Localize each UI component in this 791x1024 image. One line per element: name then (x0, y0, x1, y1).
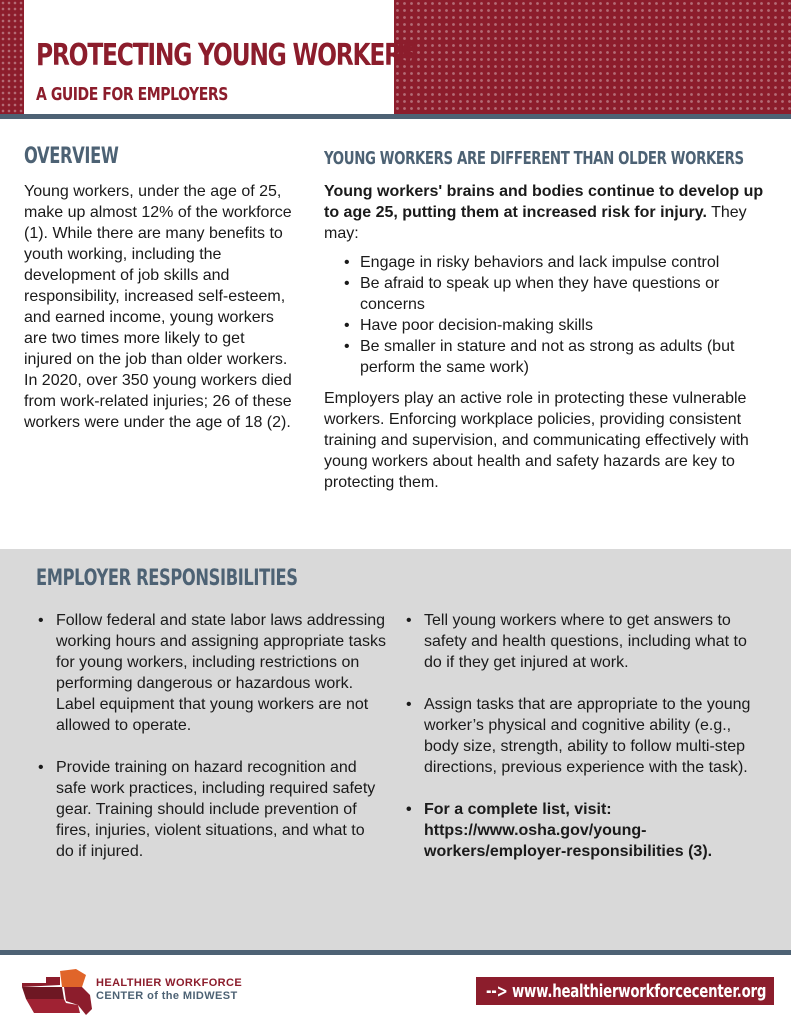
website-link[interactable] (476, 977, 774, 1005)
list-item: • Follow federal and state labor laws addressing working hours and assigning appropriate tasks for young workers, including restrictions on performing dangerous or hazardous work. Label equipment that young workers are not allowed to operate. (36, 610, 386, 736)
young-workers-list (338, 252, 772, 378)
page-title: PROTECTING YOUNG WORKERS (36, 38, 417, 73)
header-pattern-right (394, 0, 791, 114)
employer-list-left (36, 610, 386, 883)
page-subtitle: A GUIDE FOR EMPLOYERS (36, 84, 228, 105)
overview-text: Young workers, under the age of 25, make up almost 12% of the workforce (1). While there are many benefits to youth working, including the development of job skills and responsibility, increased self-esteem, and earned income, young workers are two times more likely to get injured on the job than older workers. In 2020, over 350 young workers died from work-related injuries; 26 of these workers were under the age of 18 (2). (24, 183, 292, 431)
logo-line-1: HEALTHIER WORKFORCE (96, 977, 243, 989)
midwest-map-logo-icon (20, 965, 100, 1017)
young-workers-lead (324, 181, 772, 244)
young-workers-lead-bold: Young workers' brains and bodies continue to develop up to age 25, putting them at increased risk for injury. (324, 183, 764, 221)
website-url[interactable]: --> www.healthierworkforcecenter.org (486, 981, 767, 1002)
logo-line-2: CENTER of the MIDWEST (96, 990, 238, 1002)
young-workers-lead-rest: They may: (324, 204, 747, 242)
osha-link-item[interactable]: • For a complete list, visit: https://www.osha.gov/young-workers/employer-responsibilities (3). (404, 799, 756, 862)
overview-heading: OVERVIEW (24, 144, 119, 169)
header-divider (0, 114, 791, 119)
list-item: • Have poor decision-making skills (338, 315, 772, 336)
header-pattern-left (0, 0, 24, 114)
list-item: • Be smaller in stature and not as strong as adults (but perform the same work) (338, 336, 772, 378)
footer-divider (0, 950, 791, 955)
organization-logo-text (96, 977, 242, 1003)
list-item: • Be afraid to speak up when they have questions or concerns (338, 273, 772, 315)
young-workers-outro: Employers play an active role in protecting these vulnerable workers. Enforcing workplace policies, providing consistent training and supervision, and communicating effectively with young workers about health and safety hazards are key to protecting them. (324, 390, 749, 491)
employer-responsibilities-heading: EMPLOYER RESPONSIBILITIES (36, 566, 298, 591)
list-item: • Tell young workers where to get answers to safety and health questions, including what to do if they get injured at work. (404, 610, 756, 673)
young-workers-heading: YOUNG WORKERS ARE DIFFERENT THAN OLDER WORKERS (324, 148, 744, 169)
list-item: • Assign tasks that are appropriate to the young worker’s physical and cognitive ability (e.g., body size, strength, ability to follow multi-step directions, previous experience with the task). (404, 694, 756, 778)
list-item: • Provide training on hazard recognition and safe work practices, including required safety gear. Training should include prevention of fires, injuries, violent situations, and what to do if injured. (36, 757, 386, 862)
young-workers-section (324, 181, 772, 493)
list-item: • Engage in risky behaviors and lack impulse control (338, 252, 772, 273)
employer-list-right (404, 610, 756, 883)
